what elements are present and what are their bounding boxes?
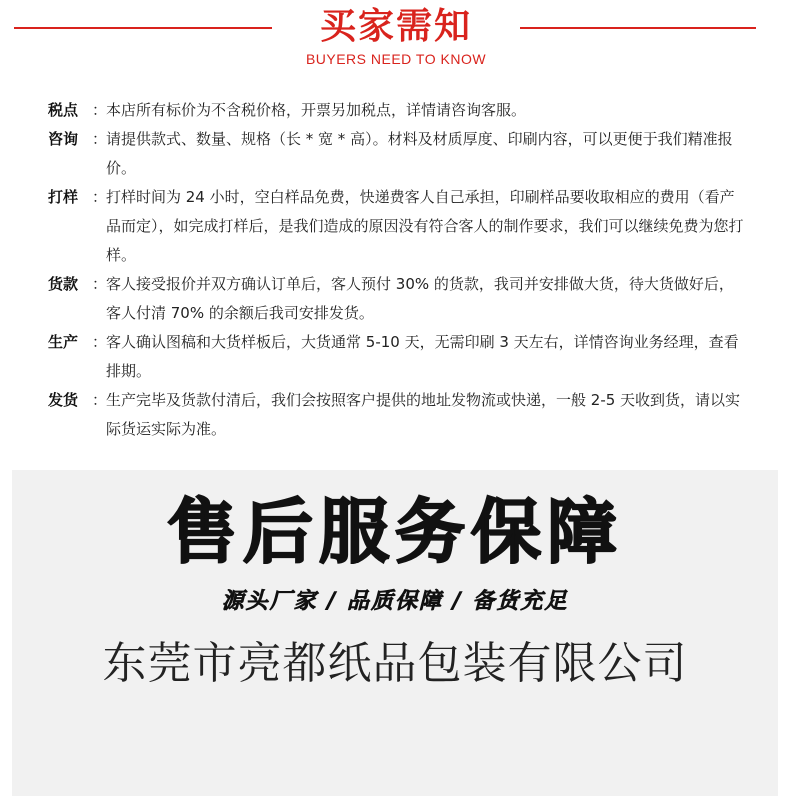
notice-label: 咨询 [48,130,79,148]
notice-label: 打样 [48,188,79,206]
notice-text: 请提供款式、数量、规格（长 * 宽 * 高）。材料及材质厚度、印刷内容，可以更便于我们精准报价。 [106,130,733,177]
notice-item-production [48,328,748,386]
header-title: 买家需知 [319,6,472,47]
notice-item-consult [48,125,748,183]
notice-separator: ： [92,130,108,148]
notice-text: 客人确认图稿和大货样板后，大货通常 5-10 天，无需印刷 3 天左右，详情咨询业务经理，查看排期。 [106,333,739,380]
notice-label: 生产 [48,333,79,351]
buyer-notice-header [0,0,790,80]
header-divider-left [14,27,272,29]
notice-separator: ： [92,275,108,293]
notice-item-sample [48,183,748,270]
notice-separator: ： [92,188,108,206]
header-subtitle: BUYERS NEED TO KNOW [305,51,487,67]
notice-text: 客人接受报价并双方确认订单后，客人预付 30% 的货款，我司并安排做大货，待大货做好后，客人付清 70% 的余额后我司安排发货。 [106,275,734,322]
header-divider-right [520,27,756,29]
notice-separator: ： [92,333,108,351]
notice-text: 生产完毕及货款付清后，我们会按照客户提供的地址发物流或快递，一般 2-5 天收到货，请以实际货运实际为准。 [106,391,741,438]
notice-item-shipping [48,386,748,444]
after-sales-tagline: 源头厂家 / 品质保障 / 备货充足 [221,589,569,614]
company-name: 东莞市亮都纸品包装有限公司 [102,638,688,689]
notice-label: 税点 [48,101,79,119]
notice-item-tax [48,96,748,125]
after-sales-banner [12,470,778,796]
notice-separator: ： [92,391,108,409]
notice-item-payment [48,270,748,328]
notice-list [48,96,748,444]
notice-text: 本店所有标价为不含税价格，开票另加税点，详情请咨询客服。 [106,101,527,119]
notice-label: 货款 [48,275,79,293]
notice-label: 发货 [48,391,79,409]
notice-text: 打样时间为 24 小时，空白样品免费，快递费客人自己承担，印刷样品要收取相应的费用（看产品而定），如完成打样后，是我们造成的原因没有符合客人的制作要求，我们可以继续免费为您打样。 [106,188,744,264]
notice-separator: ： [92,101,108,119]
after-sales-title: 售后服务保障 [167,491,623,573]
